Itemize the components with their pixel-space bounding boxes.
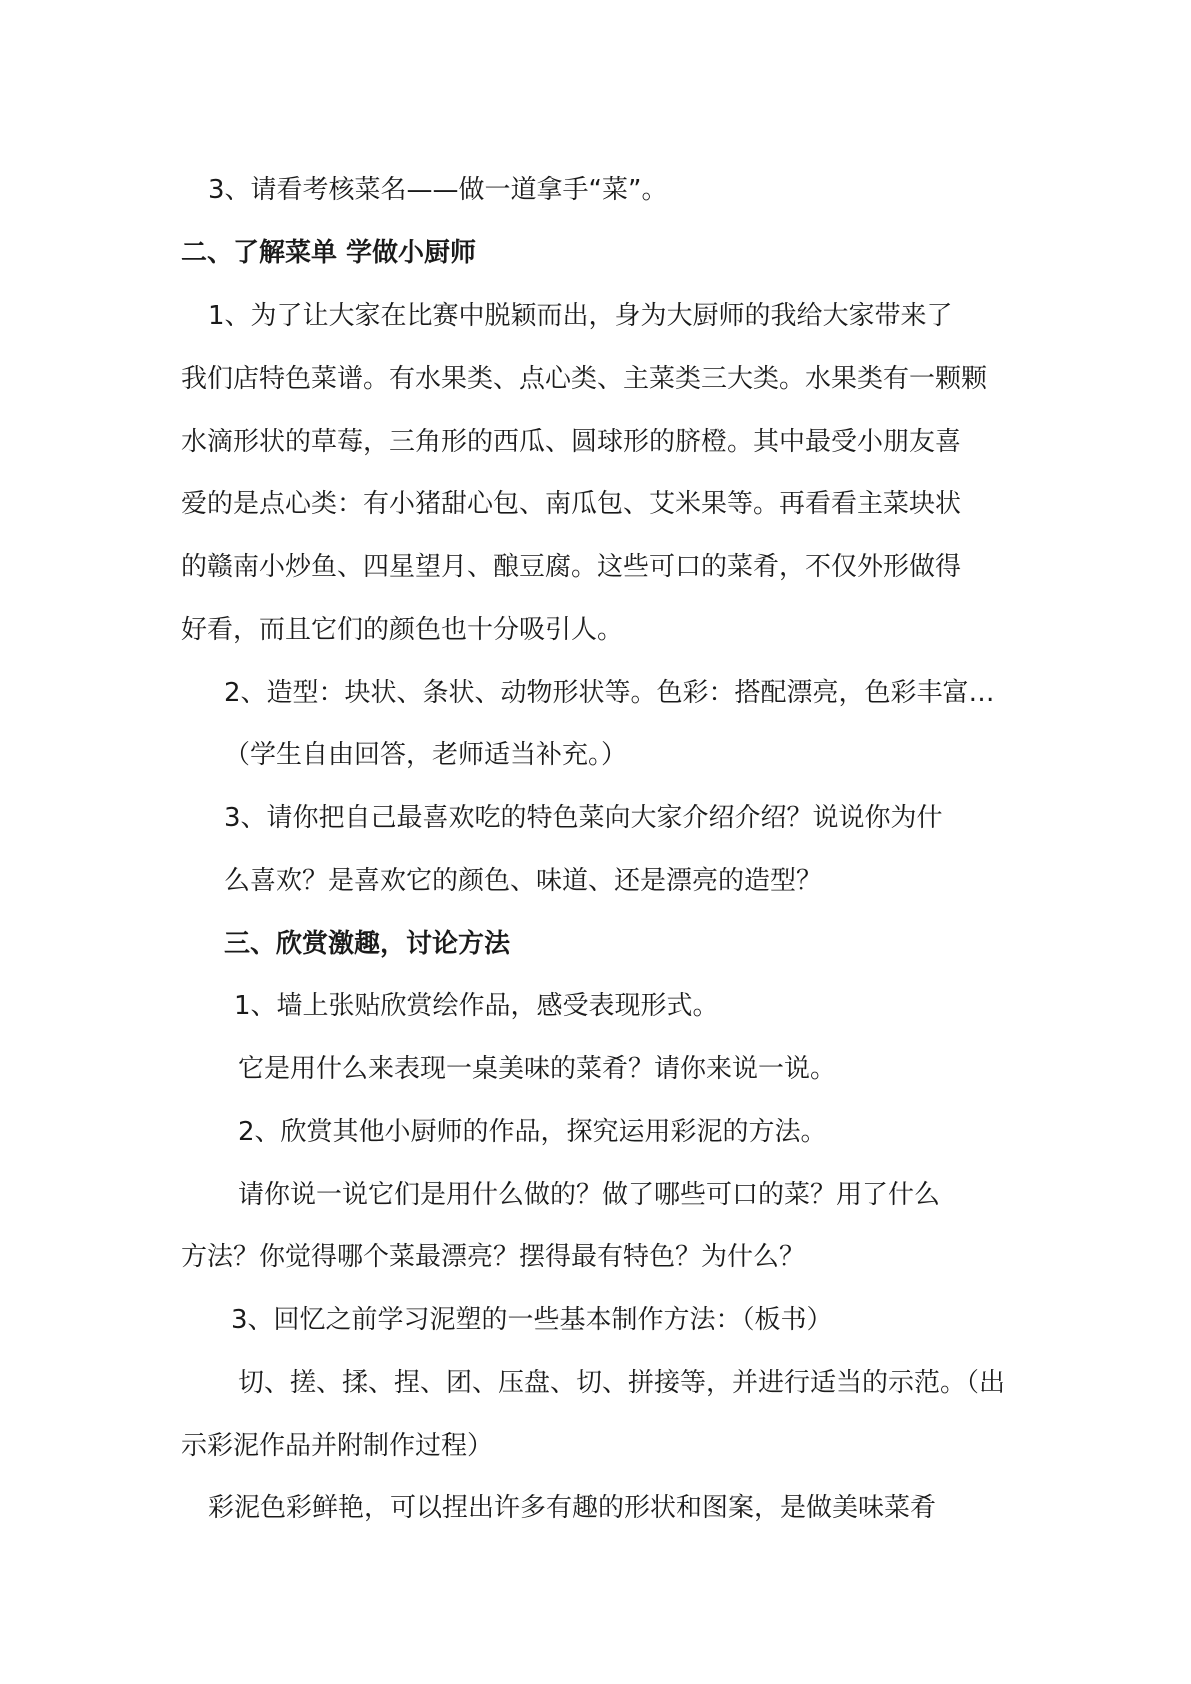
paragraph-line: （学生自由回答，老师适当补充。） [224, 740, 628, 770]
paragraph-line: 请你说一说它们是用什么做的？做了哪些可口的菜？用了什么 [238, 1180, 941, 1210]
paragraph-line: 方法？你觉得哪个菜最漂亮？摆得最有特色？为什么？ [181, 1242, 806, 1272]
paragraph-line: 的赣南小炒鱼、四星望月、酿豆腐。这些可口的菜肴，不仅外形做得 [181, 552, 962, 582]
paragraph-line: 好看，而且它们的颜色也十分吸引人。 [181, 615, 624, 645]
section-heading: 三、欣赏激趣，讨论方法 [224, 929, 511, 959]
paragraph-line: 3、回忆之前学习泥塑的一些基本制作方法：（板书） [231, 1305, 833, 1335]
section-heading: 二、了解菜单 学做小厨师 [181, 238, 477, 268]
paragraph-line: 3、请看考核菜名——做一道拿手“菜”。 [208, 175, 668, 205]
paragraph-line: 它是用什么来表现一桌美味的菜肴？请你来说一说。 [238, 1054, 837, 1084]
paragraph-line: 彩泥色彩鲜艳，可以捏出许多有趣的形状和图案，是做美味菜肴 [208, 1493, 937, 1523]
paragraph-line: 1、墙上张贴欣赏绘作品，感受表现形式。 [234, 991, 719, 1021]
paragraph-line: 2、造型：块状、条状、动物形状等。色彩：搭配漂亮，色彩丰富… [224, 678, 995, 708]
paragraph-line: 2、欣赏其他小厨师的作品，探究运用彩泥的方法。 [238, 1117, 827, 1147]
paragraph-line: 1、为了让大家在比赛中脱颖而出，身为大厨师的我给大家带来了 [208, 301, 953, 331]
paragraph-line: 3、请你把自己最喜欢吃的特色菜向大家介绍介绍？说说你为什 [224, 803, 943, 833]
paragraph-line: 我们店特色菜谱。有水果类、点心类、主菜类三大类。水果类有一颗颗 [181, 364, 988, 394]
paragraph-line: 示彩泥作品并附制作过程） [181, 1431, 494, 1461]
paragraph-line: 水滴形状的草莓，三角形的西瓜、圆球形的脐橙。其中最受小朋友喜 [181, 427, 962, 457]
paragraph-line: 切、搓、揉、捏、团、压盘、切、拼接等，并进行适当的示范。（出 [238, 1368, 1006, 1398]
paragraph-line: 爱的是点心类：有小猪甜心包、南瓜包、艾米果等。再看看主菜块状 [181, 489, 962, 519]
paragraph-line: 么喜欢？是喜欢它的颜色、味道、还是漂亮的造型？ [224, 866, 823, 896]
